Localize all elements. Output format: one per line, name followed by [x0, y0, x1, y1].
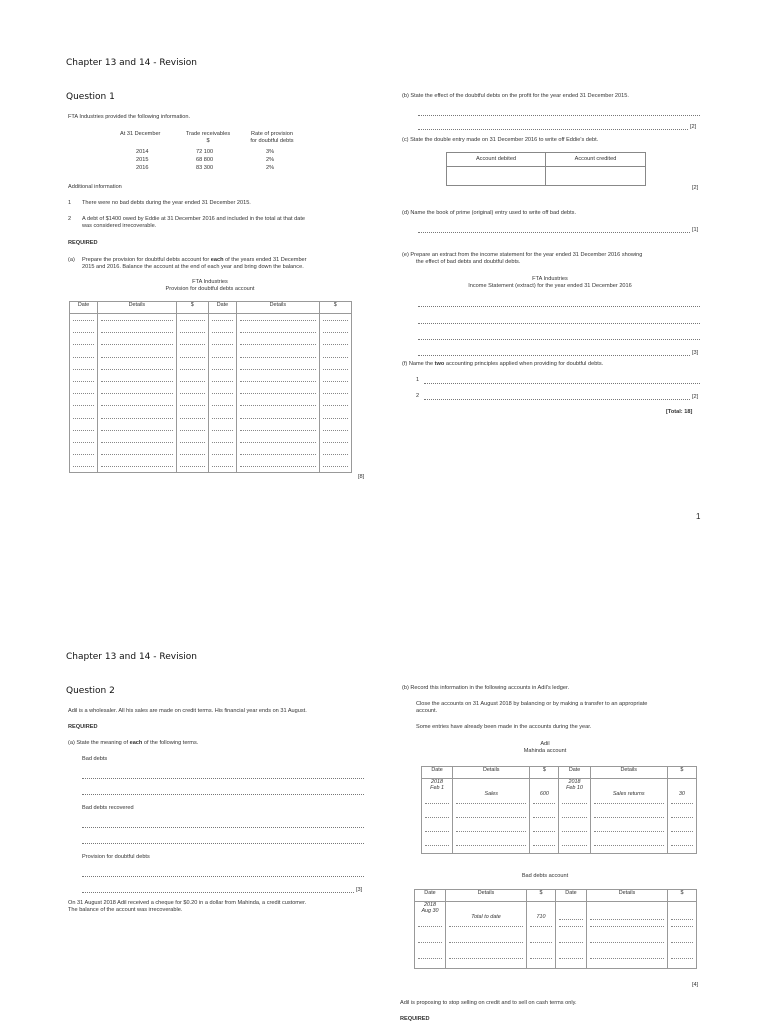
part-b-mark: [2] — [690, 124, 697, 130]
q2-part-b-question: (b) Record this information in the following accounts in Adil's ledger. — [402, 685, 570, 691]
col-amount: $ — [668, 890, 697, 902]
account-company: FTA Industries — [192, 279, 228, 285]
entry-amount: 30 — [667, 779, 696, 798]
col-details: Details — [446, 890, 527, 902]
answer-line[interactable] — [424, 399, 690, 400]
part-a-mark: [8] — [358, 474, 365, 480]
part-d-question: (d) Name the book of prime (original) entry used to write off bad debts. — [402, 210, 577, 216]
info-row-receivables: 83 300 — [196, 165, 214, 171]
col-amount: $ — [530, 767, 559, 779]
part-e-question: (e) Prepare an extract from the income statement for the year ended 31 December 2016 showing — [402, 252, 643, 258]
answer-line[interactable] — [82, 778, 364, 779]
q2-scenario: On 31 August 2018 Adil received a cheque for $0.20 in a dollar from Mahinda, a credit customer. — [68, 900, 307, 906]
page1-header: Chapter 13 and 14 - Revision — [66, 58, 197, 68]
bad-debts-account-title: Bad debts account — [521, 873, 569, 879]
col-date: Date — [559, 767, 590, 779]
table-row — [70, 314, 352, 327]
ledger-owner: Adil — [540, 741, 550, 747]
part-f-question: (f) Name the two accounting principles applied when providing for doubtful debts. — [402, 361, 604, 367]
term-provision-doubtful-debts: Provision for doubtful debts — [82, 854, 150, 860]
part-e-company: FTA Industries — [532, 276, 568, 282]
table-row — [70, 326, 352, 338]
entry-amount: 600 — [530, 779, 559, 798]
table-row — [70, 460, 352, 473]
col-date: Date — [208, 302, 236, 314]
entry-amount: 710 — [527, 902, 556, 921]
entry-details: Total to date — [446, 902, 527, 921]
answer-line[interactable] — [82, 827, 364, 828]
account-name: Provision for doubtful debts account — [165, 286, 255, 292]
page-number: 1 — [696, 512, 701, 521]
col-details: Details — [587, 890, 668, 902]
info-header-receivables: Trade receivables — [185, 131, 231, 137]
table-row — [415, 902, 697, 921]
table-row — [70, 424, 352, 436]
double-entry-table — [446, 152, 646, 186]
table-row — [70, 412, 352, 424]
page2-header: Chapter 13 and 14 - Revision — [66, 652, 197, 662]
answer-line[interactable] — [82, 794, 364, 795]
col-details: Details — [98, 302, 176, 314]
part-c-question: (c) State the double entry made on 31 December 2016 to write off Eddie's debt. — [402, 137, 599, 143]
part-e-mark: [3] — [692, 350, 699, 356]
table-row — [70, 436, 352, 448]
answer-line[interactable] — [418, 232, 690, 233]
answer-line[interactable] — [418, 323, 700, 324]
part-f-item-number: 1 — [416, 377, 420, 383]
table-row — [422, 839, 697, 854]
answer-line[interactable] — [82, 876, 364, 877]
col-date: Date — [70, 302, 98, 314]
entry-date: Feb 1 — [430, 785, 444, 791]
table-row — [422, 779, 697, 798]
part-a-instruction-line2: 2015 and 2016. Balance the account at the end of each year and bring down the balance. — [82, 264, 304, 270]
col-date: Date — [422, 767, 453, 779]
part-e-question-line2: the effect of bad debts and doubtful debts. — [416, 259, 521, 265]
additional-item-text: was considered irrecoverable. — [82, 223, 157, 229]
entry-date: Aug 30 — [421, 908, 439, 914]
col-details: Details — [590, 767, 667, 779]
info-row-rate: 2% — [266, 157, 275, 163]
part-f-mark: [2] — [692, 394, 699, 400]
q2-part-b-mark: [4] — [692, 982, 699, 988]
table-row — [422, 797, 697, 811]
q2-closing-required: REQUIRED — [400, 1016, 430, 1022]
entry-year: 2018 — [568, 779, 581, 785]
page1-question-title: Question 1 — [66, 92, 115, 102]
info-row-receivables: 68 800 — [196, 157, 214, 163]
col-date: Date — [556, 890, 587, 902]
answer-line[interactable] — [418, 115, 700, 116]
answer-line[interactable] — [82, 843, 364, 844]
part-a-instruction: Prepare the provision for doubtful debts account for each of the years ended 31 December — [82, 257, 307, 263]
additional-info-heading: Additional information — [68, 184, 122, 190]
table-row — [415, 952, 697, 969]
info-subheader-rate: for doubtful debts — [250, 138, 294, 144]
part-c-mark: [2] — [692, 185, 699, 191]
account-answer-rows — [70, 314, 352, 473]
q2-intro: Adil is a wholesaler. All his sales are made on credit terms. His financial year ends on 31 August. — [68, 708, 307, 714]
col-details: Details — [237, 302, 320, 314]
additional-item-text: A debt of $1400 owed by Eddie at 31 December 2016 and included in the total at that date — [82, 216, 305, 222]
info-row-receivables: 72 100 — [196, 149, 214, 155]
table-row — [422, 811, 697, 825]
col-amount: $ — [527, 890, 556, 902]
part-a-label: (a) — [68, 257, 75, 263]
q2-required-label: REQUIRED — [68, 724, 98, 730]
col-amount: $ — [667, 767, 696, 779]
info-row-year: 2016 — [136, 165, 149, 171]
table-row — [70, 338, 352, 350]
mahinda-account-title: Mahinda account — [523, 748, 567, 754]
page2-question-title: Question 2 — [66, 686, 115, 696]
account-credited-header: Account credited — [546, 153, 645, 167]
info-header-rate: Rate of provision — [251, 131, 293, 137]
table-row — [415, 920, 697, 936]
table-row — [70, 363, 352, 375]
table-row — [422, 825, 697, 839]
info-subheader-currency: $ — [206, 138, 210, 144]
answer-line[interactable] — [424, 383, 700, 384]
col-amount: $ — [319, 302, 351, 314]
q2-scenario-line2: The balance of the account was irrecoverable. — [68, 907, 183, 913]
additional-item-number: 2 — [68, 216, 72, 222]
col-amount: $ — [176, 302, 208, 314]
question-total: [Total: 18] — [666, 409, 693, 415]
table-row — [70, 375, 352, 387]
entry-year: 2018 — [424, 902, 436, 908]
info-row-year: 2015 — [136, 157, 149, 163]
entry-year: 2018 — [431, 779, 444, 785]
part-d-mark: [1] — [692, 227, 699, 233]
part-b-question: (b) State the effect of the doubtful debts on the profit for the year ended 31 December 2015. — [402, 93, 629, 99]
account-credited-cell[interactable] — [546, 167, 645, 185]
q2-part-b-note: Some entries have already been made in the accounts during the year. — [416, 724, 592, 730]
q2-part-a-mark: [3] — [356, 887, 363, 893]
info-row-rate: 2% — [266, 165, 275, 171]
term-bad-debts: Bad debts — [82, 756, 108, 762]
account-debited-cell[interactable] — [447, 167, 546, 185]
q1-required-label: REQUIRED — [68, 240, 98, 246]
entry-details: Sales — [453, 779, 530, 798]
additional-item-number: 1 — [68, 200, 72, 206]
part-f-item-number: 2 — [416, 393, 420, 399]
entry-date: Feb 10 — [566, 785, 583, 791]
part-e-statement-title: Income Statement (extract) for the year ended 31 December 2016 — [468, 283, 632, 289]
answer-line[interactable] — [82, 892, 354, 893]
bad-debts-account-table — [414, 889, 697, 969]
col-details: Details — [453, 767, 530, 779]
answer-line[interactable] — [418, 129, 688, 130]
mahinda-account-table — [421, 766, 697, 854]
table-row — [70, 448, 352, 460]
table-row — [415, 936, 697, 952]
info-row-year: 2014 — [136, 149, 149, 155]
answer-line[interactable] — [418, 339, 700, 340]
provision-account-table — [69, 301, 352, 473]
info-row-rate: 3% — [266, 149, 275, 155]
account-debited-header: Account debited — [447, 153, 546, 167]
q2-part-b-instruction: Close the accounts on 31 August 2018 by balancing or by making a transfer to an appropriate — [416, 701, 648, 707]
q2-part-b-instruction-line2: account. — [416, 708, 438, 714]
additional-item-text: There were no bad debts during the year ended 31 December 2015. — [82, 200, 251, 206]
table-row — [70, 387, 352, 399]
entry-details: Sales returns — [590, 779, 667, 798]
term-bad-debts-recovered: Bad debts recovered — [82, 805, 134, 811]
q2-part-a-question: (a) State the meaning of each of the following terms. — [68, 740, 199, 746]
q1-intro: FTA Industries provided the following information. — [68, 114, 191, 120]
q2-closing-line: Adil is proposing to stop selling on credit and to sell on cash terms only. — [400, 1000, 577, 1006]
col-date: Date — [415, 890, 446, 902]
answer-line[interactable] — [418, 355, 690, 356]
table-row — [70, 399, 352, 411]
info-header-date: At 31 December — [120, 131, 161, 137]
table-row — [70, 351, 352, 363]
answer-line[interactable] — [418, 306, 700, 307]
